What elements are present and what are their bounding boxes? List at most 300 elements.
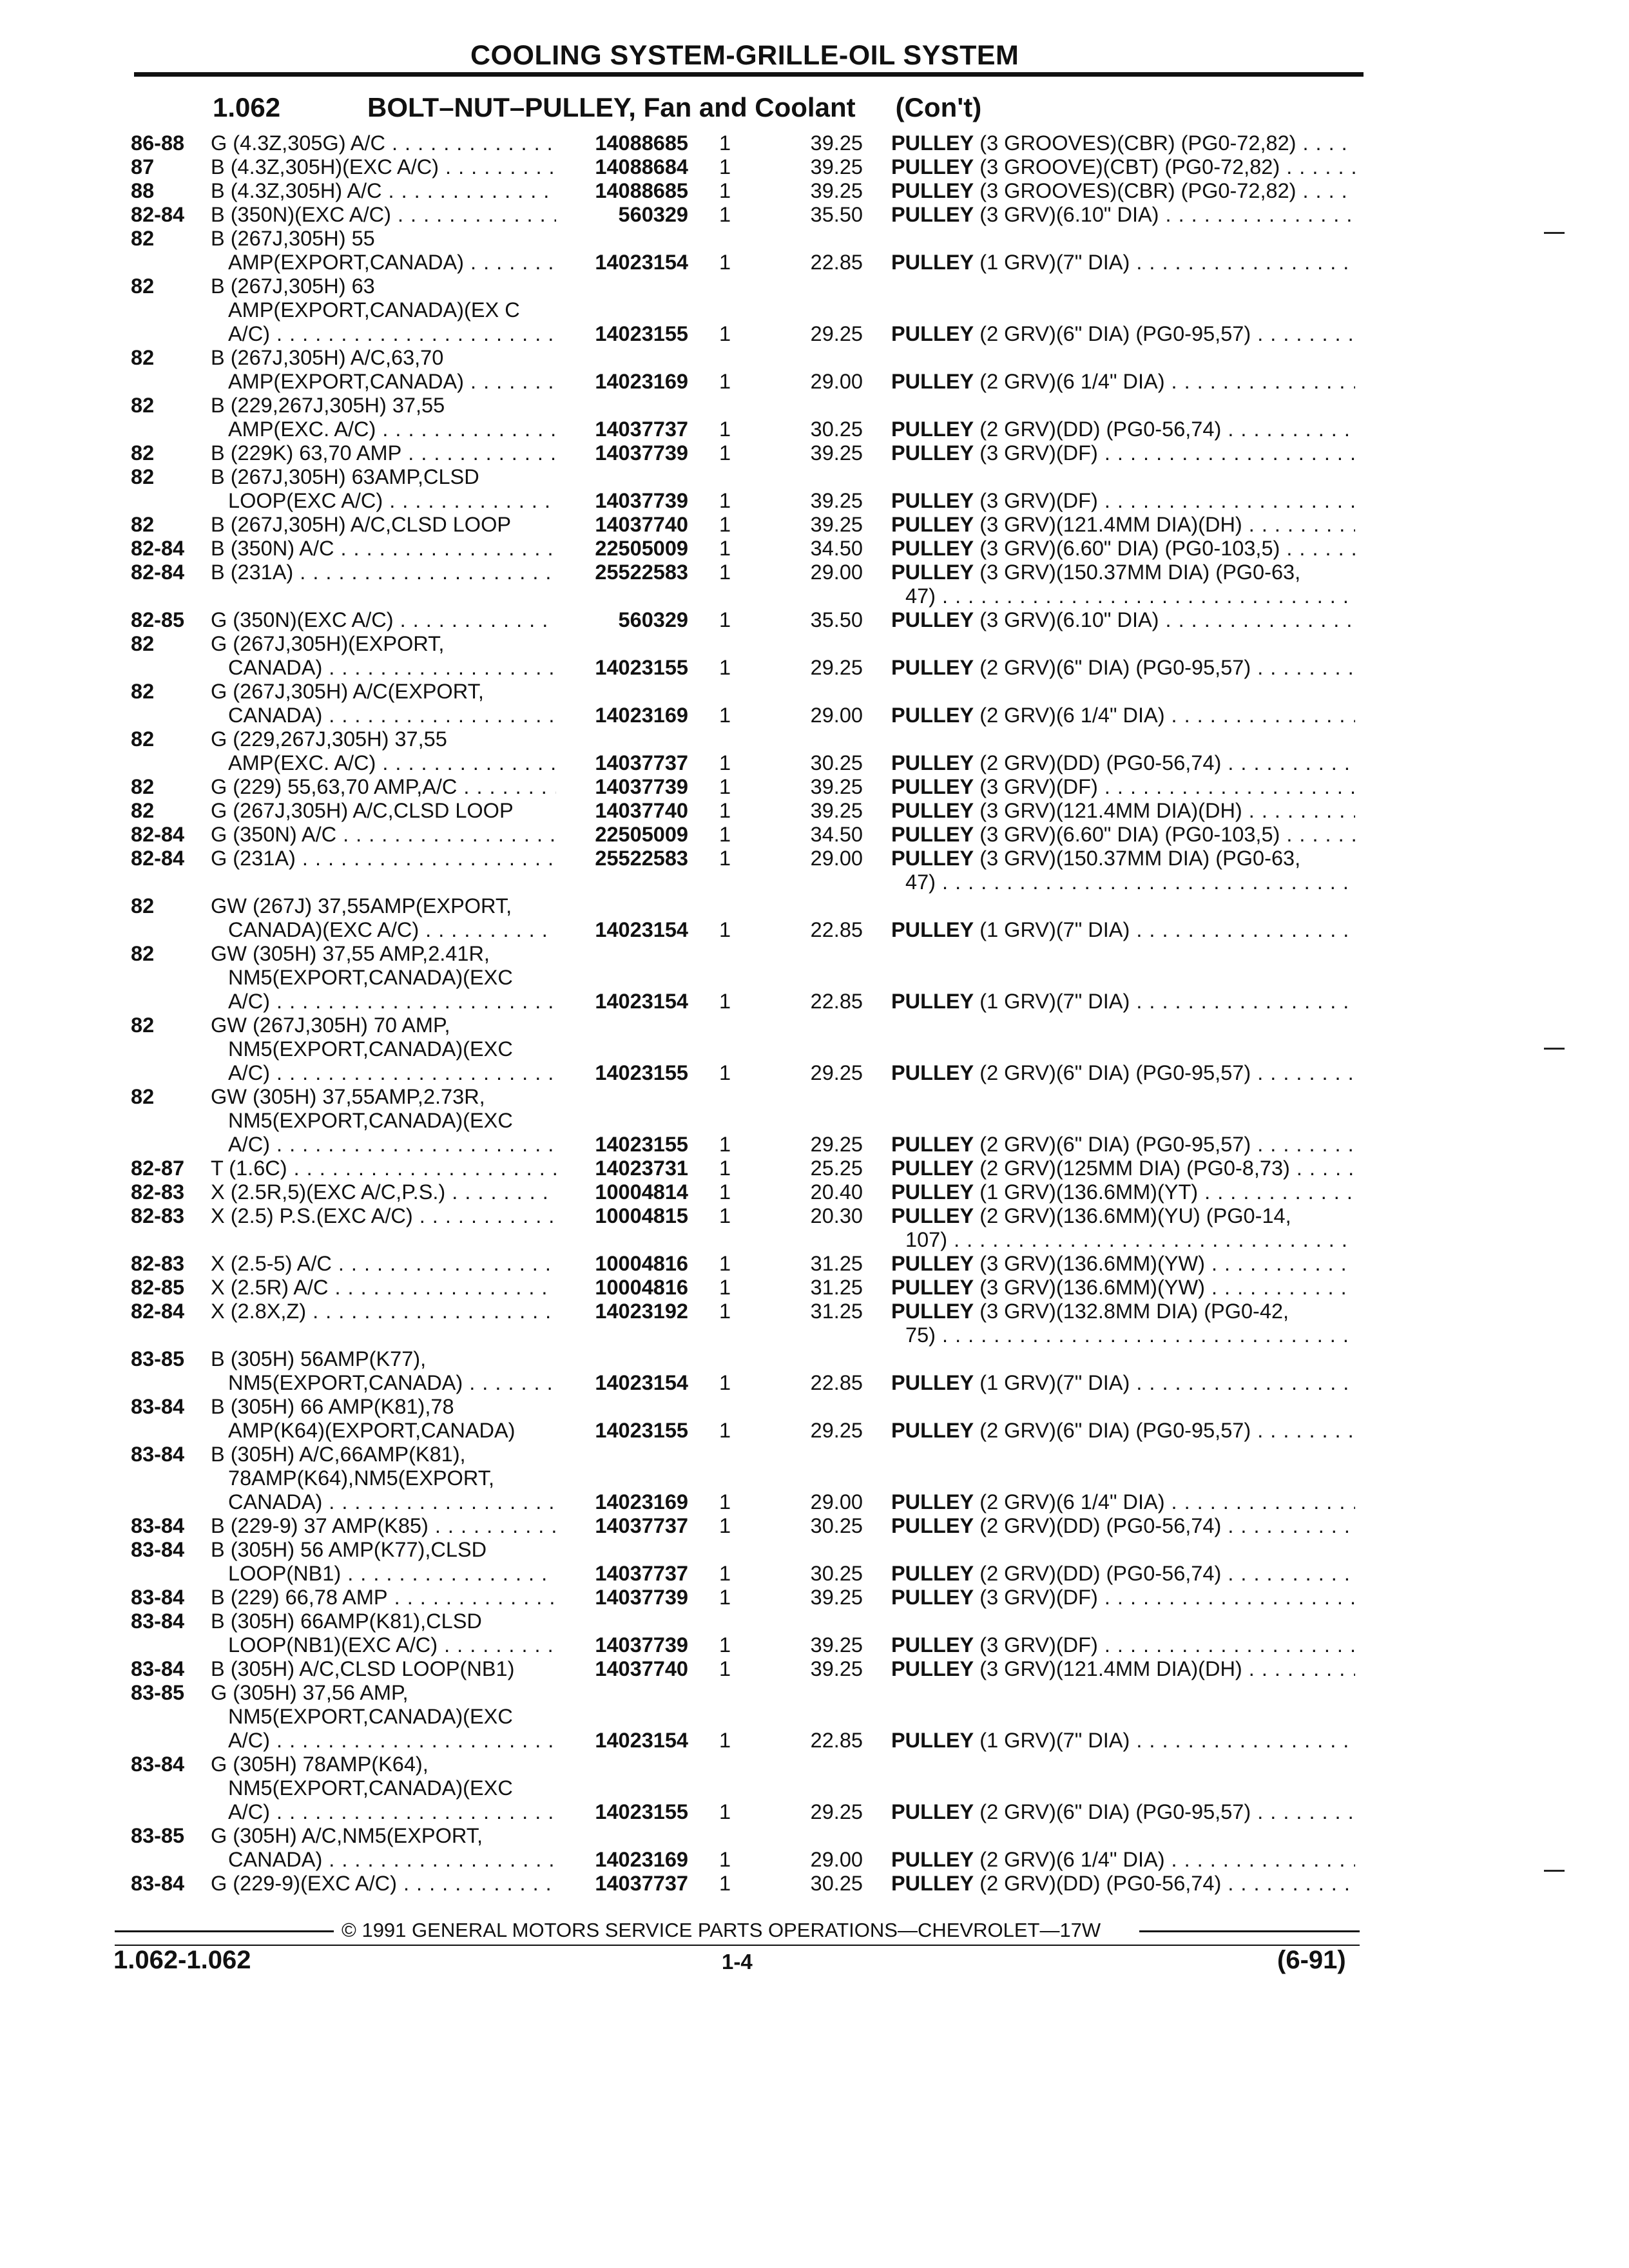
application-description: B (267J,305H) 63 bbox=[211, 274, 375, 298]
table-row bbox=[0, 1490, 1629, 1514]
model-year: 82-87 bbox=[131, 1157, 185, 1180]
part-number: 14023169 bbox=[595, 370, 688, 393]
model-year: 82 bbox=[131, 274, 155, 298]
model-year: 83-85 bbox=[131, 1681, 185, 1704]
quantity: 1 bbox=[719, 1729, 731, 1752]
part-name: PULLEY (2 GRV)(6" DIA) (PG0-95,57) . . . bbox=[891, 1419, 1355, 1443]
parts-list bbox=[0, 131, 1629, 1896]
price: 20.40 bbox=[810, 1180, 863, 1204]
table-row bbox=[0, 1872, 1629, 1896]
price: 29.25 bbox=[810, 1133, 863, 1156]
model-year: 82-84 bbox=[131, 537, 185, 560]
part-number: 14037739 bbox=[595, 489, 688, 512]
margin-tick bbox=[1544, 1048, 1565, 1050]
section-continued: (Con't) bbox=[895, 92, 982, 122]
table-row bbox=[0, 370, 1629, 394]
part-number: 14037739 bbox=[595, 775, 688, 798]
application-description-cont: CANADA)(EXC A/C) . . . bbox=[228, 918, 556, 942]
part-number: 14037740 bbox=[595, 513, 688, 536]
table-row bbox=[0, 775, 1629, 799]
part-name: PULLEY (2 GRV)(6 1/4" DIA) . . . bbox=[891, 704, 1355, 727]
application-description-cont: AMP(EXPORT,CANADA) . . . bbox=[228, 370, 556, 394]
quantity: 1 bbox=[719, 513, 731, 536]
quantity: 1 bbox=[719, 847, 731, 870]
part-number: 14088684 bbox=[595, 155, 688, 178]
quantity: 1 bbox=[719, 1848, 731, 1871]
table-row bbox=[0, 1204, 1629, 1228]
quantity: 1 bbox=[719, 1252, 731, 1275]
model-year: 82-84 bbox=[131, 203, 185, 226]
table-row bbox=[0, 1586, 1629, 1610]
section-number: 1.062 bbox=[213, 92, 281, 122]
part-name: PULLEY (1 GRV)(7" DIA) . . . bbox=[891, 918, 1355, 942]
part-name: PULLEY (2 GRV)(6" DIA) (PG0-95,57) . . . bbox=[891, 322, 1355, 346]
model-year: 82 bbox=[131, 775, 155, 798]
application-description: G (267J,305H)(EXPORT, bbox=[211, 632, 445, 655]
table-row bbox=[0, 1610, 1629, 1633]
part-number: 560329 bbox=[618, 608, 688, 631]
application-description: B (267J,305H) A/C,63,70 bbox=[211, 346, 444, 369]
quantity: 1 bbox=[719, 1633, 731, 1657]
price: 30.25 bbox=[810, 1514, 863, 1537]
application-description: T (1.6C) . . . bbox=[211, 1157, 556, 1180]
quantity: 1 bbox=[719, 1300, 731, 1323]
part-number: 14037739 bbox=[595, 1586, 688, 1609]
part-name: PULLEY (2 GRV)(DD) (PG0-56,74) . . . bbox=[891, 1562, 1355, 1586]
application-description: GW (305H) 37,55AMP,2.73R, bbox=[211, 1085, 485, 1108]
model-year: 83-84 bbox=[131, 1514, 185, 1537]
table-row bbox=[0, 942, 1629, 966]
application-description: B (350N) A/C . . . bbox=[211, 537, 556, 561]
table-row bbox=[0, 1776, 1629, 1800]
price: 29.25 bbox=[810, 656, 863, 679]
application-description: X (2.5) P.S.(EXC A/C) . . . bbox=[211, 1204, 556, 1228]
table-row bbox=[0, 1133, 1629, 1157]
footer-rule-right bbox=[1139, 1930, 1360, 1932]
part-number: 14037737 bbox=[595, 418, 688, 441]
table-row bbox=[0, 656, 1629, 680]
part-name: PULLEY (2 GRV)(6" DIA) (PG0-95,57) . . . bbox=[891, 656, 1355, 680]
part-name: PULLEY (1 GRV)(7" DIA) . . . bbox=[891, 1371, 1355, 1395]
table-row bbox=[0, 513, 1629, 537]
price: 39.25 bbox=[810, 799, 863, 822]
part-name: PULLEY (1 GRV)(7" DIA) . . . bbox=[891, 251, 1355, 274]
price: 25.25 bbox=[810, 1157, 863, 1180]
price: 29.25 bbox=[810, 1419, 863, 1442]
table-row bbox=[0, 1800, 1629, 1824]
part-number: 14023169 bbox=[595, 1490, 688, 1514]
application-description: X (2.5R,5)(EXC A/C,P.S.) . . . bbox=[211, 1180, 556, 1204]
application-description: B (305H) A/C,CLSD LOOP(NB1) bbox=[211, 1657, 515, 1680]
application-description: B (267J,305H) A/C,CLSD LOOP bbox=[211, 513, 512, 536]
part-name: PULLEY (3 GRV)(6.10" DIA) . . . bbox=[891, 608, 1355, 632]
application-description: B (305H) 66AMP(K81),CLSD bbox=[211, 1610, 482, 1633]
price: 39.25 bbox=[810, 513, 863, 536]
part-number: 14023155 bbox=[595, 1061, 688, 1084]
table-row bbox=[0, 1657, 1629, 1681]
part-name: PULLEY (2 GRV)(6" DIA) (PG0-95,57) . . . bbox=[891, 1800, 1355, 1824]
model-year: 82 bbox=[131, 513, 155, 536]
quantity: 1 bbox=[719, 489, 731, 512]
table-row bbox=[0, 1395, 1629, 1419]
part-number: 25522583 bbox=[595, 847, 688, 870]
table-row bbox=[0, 441, 1629, 465]
price: 39.25 bbox=[810, 1586, 863, 1609]
table-row bbox=[0, 1824, 1629, 1848]
part-number: 560329 bbox=[618, 203, 688, 226]
model-year: 87 bbox=[131, 155, 155, 178]
price: 39.25 bbox=[810, 155, 863, 178]
application-description-cont: LOOP(EXC A/C) . . . bbox=[228, 489, 556, 513]
part-name-cont: 47) . . . bbox=[905, 870, 1355, 894]
quantity: 1 bbox=[719, 775, 731, 798]
model-year: 83-85 bbox=[131, 1347, 185, 1370]
price: 22.85 bbox=[810, 918, 863, 941]
part-name: PULLEY (1 GRV)(7" DIA) . . . bbox=[891, 990, 1355, 1014]
page-header-title: COOLING SYSTEM-GRILLE-OIL SYSTEM bbox=[470, 40, 1019, 71]
section-heading bbox=[213, 92, 981, 123]
part-number: 22505009 bbox=[595, 537, 688, 560]
application-description: B (305H) 56AMP(K77), bbox=[211, 1347, 427, 1370]
table-row bbox=[0, 1848, 1629, 1872]
table-row bbox=[0, 751, 1629, 775]
application-description: B (229-9) 37 AMP(K85) . . . bbox=[211, 1514, 556, 1538]
price: 39.25 bbox=[810, 489, 863, 512]
model-year: 82-85 bbox=[131, 1276, 185, 1299]
price: 31.25 bbox=[810, 1300, 863, 1323]
quantity: 1 bbox=[719, 704, 731, 727]
quantity: 1 bbox=[719, 1490, 731, 1514]
quantity: 1 bbox=[719, 370, 731, 393]
application-description: G (229,267J,305H) 37,55 bbox=[211, 727, 447, 751]
table-row bbox=[0, 1681, 1629, 1705]
price: 39.25 bbox=[810, 179, 863, 202]
table-row bbox=[0, 251, 1629, 274]
part-name: PULLEY (3 GRV)(121.4MM DIA)(DH) . . . bbox=[891, 799, 1355, 823]
part-number: 25522583 bbox=[595, 561, 688, 584]
table-row bbox=[0, 704, 1629, 727]
quantity: 1 bbox=[719, 131, 731, 155]
quantity: 1 bbox=[719, 1872, 731, 1895]
footer-date-code: (6-91) bbox=[1277, 1946, 1346, 1974]
model-year: 82 bbox=[131, 799, 155, 822]
table-row bbox=[0, 1705, 1629, 1729]
table-row bbox=[0, 1538, 1629, 1562]
table-row bbox=[0, 1514, 1629, 1538]
application-description-cont: A/C) . . . bbox=[228, 1729, 556, 1753]
table-row bbox=[0, 918, 1629, 942]
application-description: B (305H) 66 AMP(K81),78 bbox=[211, 1395, 454, 1418]
part-name: PULLEY (3 GRV)(121.4MM DIA)(DH) . . . bbox=[891, 1657, 1355, 1681]
model-year: 82 bbox=[131, 1014, 155, 1037]
quantity: 1 bbox=[719, 608, 731, 631]
quantity: 1 bbox=[719, 1157, 731, 1180]
price: 29.00 bbox=[810, 1490, 863, 1514]
application-description-cont: CANADA) . . . bbox=[228, 1490, 556, 1514]
table-row bbox=[0, 537, 1629, 561]
quantity: 1 bbox=[719, 799, 731, 822]
quantity: 1 bbox=[719, 1657, 731, 1680]
application-description-cont: CANADA) . . . bbox=[228, 656, 556, 680]
part-name: PULLEY (3 GRV)(DF) . . . bbox=[891, 1633, 1355, 1657]
part-name: PULLEY (3 GRV)(DF) . . . bbox=[891, 441, 1355, 465]
model-year: 83-84 bbox=[131, 1753, 185, 1776]
quantity: 1 bbox=[719, 1276, 731, 1299]
quantity: 1 bbox=[719, 990, 731, 1013]
application-description: B (229) 66,78 AMP . . . bbox=[211, 1586, 556, 1610]
part-number: 14037737 bbox=[595, 1514, 688, 1537]
model-year: 82-84 bbox=[131, 823, 185, 846]
part-number: 14037737 bbox=[595, 751, 688, 774]
part-name: PULLEY (3 GRV)(136.6MM)(YW) . . . bbox=[891, 1276, 1355, 1300]
part-name-cont: 107) . . . bbox=[905, 1228, 1355, 1252]
price: 39.25 bbox=[810, 441, 863, 465]
table-row bbox=[0, 847, 1629, 870]
table-row bbox=[0, 823, 1629, 847]
table-row bbox=[0, 489, 1629, 513]
application-description-cont: NM5(EXPORT,CANADA)(EXC bbox=[228, 1109, 513, 1132]
part-name: PULLEY (1 GRV)(136.6MM)(YT) . . . bbox=[891, 1180, 1355, 1204]
table-row bbox=[0, 680, 1629, 704]
table-row bbox=[0, 322, 1629, 346]
application-description-cont: AMP(K64)(EXPORT,CANADA) bbox=[228, 1419, 516, 1442]
part-name: PULLEY (3 GRV)(132.8MM DIA) (PG0-42, bbox=[891, 1300, 1289, 1323]
quantity: 1 bbox=[719, 1133, 731, 1156]
table-row bbox=[0, 1323, 1629, 1347]
table-row bbox=[0, 394, 1629, 418]
application-description: B (229K) 63,70 AMP . . . bbox=[211, 441, 556, 465]
application-description-cont: CANADA) . . . bbox=[228, 704, 556, 727]
footer-rule-left bbox=[115, 1930, 334, 1932]
application-description: G (350N)(EXC A/C) . . . bbox=[211, 608, 556, 632]
application-description-cont: NM5(EXPORT,CANADA)(EXC bbox=[228, 1705, 513, 1728]
part-name: PULLEY (3 GRV)(6.10" DIA) . . . bbox=[891, 203, 1355, 227]
part-number: 14023154 bbox=[595, 918, 688, 941]
part-name-cont: 47) . . . bbox=[905, 584, 1355, 608]
footer-rule-bottom bbox=[115, 1945, 1360, 1946]
application-description: G (229-9)(EXC A/C) . . . bbox=[211, 1872, 556, 1896]
price: 22.85 bbox=[810, 1371, 863, 1394]
table-row bbox=[0, 1276, 1629, 1300]
application-description-cont: NM5(EXPORT,CANADA) . . . bbox=[228, 1371, 556, 1395]
application-description: GW (305H) 37,55 AMP,2.41R, bbox=[211, 942, 490, 965]
application-description: G (305H) 37,56 AMP, bbox=[211, 1681, 409, 1704]
price: 22.85 bbox=[810, 990, 863, 1013]
application-description-cont: A/C) . . . bbox=[228, 322, 556, 346]
model-year: 82 bbox=[131, 465, 155, 488]
quantity: 1 bbox=[719, 251, 731, 274]
margin-tick bbox=[1544, 1870, 1565, 1872]
part-name: PULLEY (3 GRV)(DF) . . . bbox=[891, 1586, 1355, 1610]
table-row bbox=[0, 131, 1629, 155]
footer-section-range: 1.062-1.062 bbox=[113, 1946, 251, 1974]
table-row bbox=[0, 1633, 1629, 1657]
margin-tick bbox=[1544, 232, 1565, 234]
table-row bbox=[0, 418, 1629, 441]
price: 39.25 bbox=[810, 131, 863, 155]
application-description-cont: A/C) . . . bbox=[228, 990, 556, 1014]
part-number: 14088685 bbox=[595, 131, 688, 155]
table-row bbox=[0, 584, 1629, 608]
price: 29.00 bbox=[810, 370, 863, 393]
application-description-cont: NM5(EXPORT,CANADA)(EXC bbox=[228, 966, 513, 989]
model-year: 82 bbox=[131, 680, 155, 703]
application-description: X (2.5R) A/C . . . bbox=[211, 1276, 556, 1300]
model-year: 86-88 bbox=[131, 131, 185, 155]
price: 22.85 bbox=[810, 1729, 863, 1752]
price: 29.00 bbox=[810, 1848, 863, 1871]
table-row bbox=[0, 1109, 1629, 1133]
part-name: PULLEY (2 GRV)(DD) (PG0-56,74) . . . bbox=[891, 751, 1355, 775]
application-description: B (267J,305H) 63AMP,CLSD bbox=[211, 465, 479, 488]
application-description: GW (267J) 37,55AMP(EXPORT, bbox=[211, 894, 512, 918]
table-row bbox=[0, 1443, 1629, 1466]
application-description: B (267J,305H) 55 bbox=[211, 227, 375, 250]
part-name: PULLEY (2 GRV)(125MM DIA) (PG0-8,73) . . . bbox=[891, 1157, 1355, 1180]
application-description-cont: CANADA) . . . bbox=[228, 1848, 556, 1872]
part-number: 14023155 bbox=[595, 1800, 688, 1823]
application-description: G (267J,305H) A/C(EXPORT, bbox=[211, 680, 484, 703]
quantity: 1 bbox=[719, 1800, 731, 1823]
model-year: 82-84 bbox=[131, 1300, 185, 1323]
application-description: X (2.8X,Z) . . . bbox=[211, 1300, 556, 1323]
table-row bbox=[0, 1562, 1629, 1586]
application-description-cont: LOOP(NB1) . . . bbox=[228, 1562, 556, 1586]
quantity: 1 bbox=[719, 155, 731, 178]
part-number: 14023154 bbox=[595, 251, 688, 274]
table-row bbox=[0, 632, 1629, 656]
model-year: 82-83 bbox=[131, 1252, 185, 1275]
table-row bbox=[0, 966, 1629, 990]
price: 29.25 bbox=[810, 322, 863, 345]
table-row bbox=[0, 1157, 1629, 1180]
quantity: 1 bbox=[719, 1371, 731, 1394]
part-number: 14037740 bbox=[595, 799, 688, 822]
price: 39.25 bbox=[810, 775, 863, 798]
model-year: 83-84 bbox=[131, 1395, 185, 1418]
table-row bbox=[0, 179, 1629, 203]
part-name: PULLEY (2 GRV)(6 1/4" DIA) . . . bbox=[891, 370, 1355, 394]
model-year: 83-84 bbox=[131, 1538, 185, 1561]
table-row bbox=[0, 1466, 1629, 1490]
price: 34.50 bbox=[810, 537, 863, 560]
application-description-cont: LOOP(NB1)(EXC A/C) . . . bbox=[228, 1633, 556, 1657]
quantity: 1 bbox=[719, 656, 731, 679]
price: 30.25 bbox=[810, 1562, 863, 1585]
table-row bbox=[0, 1037, 1629, 1061]
quantity: 1 bbox=[719, 1419, 731, 1442]
part-name: PULLEY (2 GRV)(6 1/4" DIA) . . . bbox=[891, 1848, 1355, 1872]
application-description-cont: AMP(EXC. A/C) . . . bbox=[228, 751, 556, 775]
part-number: 14037740 bbox=[595, 1657, 688, 1680]
application-description-cont: 78AMP(K64),NM5(EXPORT, bbox=[228, 1466, 494, 1490]
application-description: X (2.5-5) A/C . . . bbox=[211, 1252, 556, 1276]
quantity: 1 bbox=[719, 1180, 731, 1204]
model-year: 82 bbox=[131, 441, 155, 465]
footer-page-number: 1-4 bbox=[722, 1950, 753, 1974]
model-year: 82-84 bbox=[131, 847, 185, 870]
part-name: PULLEY (3 GRV)(150.37MM DIA) (PG0-63, bbox=[891, 561, 1301, 584]
quantity: 1 bbox=[719, 561, 731, 584]
table-row bbox=[0, 1014, 1629, 1037]
table-row bbox=[0, 1371, 1629, 1395]
table-row bbox=[0, 1085, 1629, 1109]
part-number: 14023155 bbox=[595, 1133, 688, 1156]
part-number: 10004815 bbox=[595, 1204, 688, 1227]
application-description: G (231A) . . . bbox=[211, 847, 556, 870]
quantity: 1 bbox=[719, 537, 731, 560]
part-name: PULLEY (2 GRV)(DD) (PG0-56,74) . . . bbox=[891, 1872, 1355, 1896]
model-year: 82 bbox=[131, 227, 155, 250]
price: 31.25 bbox=[810, 1276, 863, 1299]
application-description: B (350N)(EXC A/C) . . . bbox=[211, 203, 556, 227]
table-row bbox=[0, 561, 1629, 584]
part-number: 14037739 bbox=[595, 1633, 688, 1657]
model-year: 82-83 bbox=[131, 1180, 185, 1204]
price: 31.25 bbox=[810, 1252, 863, 1275]
part-name: PULLEY (3 GRV)(6.60" DIA) (PG0-103,5) . . . bbox=[891, 537, 1355, 561]
price: 35.50 bbox=[810, 203, 863, 226]
part-number: 22505009 bbox=[595, 823, 688, 846]
model-year: 82 bbox=[131, 346, 155, 369]
quantity: 1 bbox=[719, 1204, 731, 1227]
part-name: PULLEY (2 GRV)(6 1/4" DIA) . . . bbox=[891, 1490, 1355, 1514]
model-year: 82-85 bbox=[131, 608, 185, 631]
price: 20.30 bbox=[810, 1204, 863, 1227]
header-rule bbox=[134, 72, 1364, 77]
application-description-cont: NM5(EXPORT,CANADA)(EXC bbox=[228, 1776, 513, 1800]
model-year: 83-84 bbox=[131, 1610, 185, 1633]
table-row bbox=[0, 203, 1629, 227]
table-row bbox=[0, 155, 1629, 179]
model-year: 82-83 bbox=[131, 1204, 185, 1227]
model-year: 83-84 bbox=[131, 1872, 185, 1895]
table-row bbox=[0, 1729, 1629, 1753]
price: 29.25 bbox=[810, 1800, 863, 1823]
price: 30.25 bbox=[810, 1872, 863, 1895]
application-description: GW (267J,305H) 70 AMP, bbox=[211, 1014, 450, 1037]
part-number: 14037739 bbox=[595, 441, 688, 465]
part-number: 10004816 bbox=[595, 1276, 688, 1299]
quantity: 1 bbox=[719, 179, 731, 202]
model-year: 82 bbox=[131, 727, 155, 751]
table-row bbox=[0, 727, 1629, 751]
table-row bbox=[0, 274, 1629, 298]
table-row bbox=[0, 1228, 1629, 1252]
price: 29.00 bbox=[810, 704, 863, 727]
part-number: 14023169 bbox=[595, 1848, 688, 1871]
part-name: PULLEY (3 GRV)(DF) . . . bbox=[891, 489, 1355, 513]
section-title: BOLT–NUT–PULLEY, Fan and Coolant bbox=[367, 92, 856, 122]
table-row bbox=[0, 298, 1629, 322]
model-year: 82 bbox=[131, 894, 155, 918]
part-name: PULLEY (3 GROOVE)(CBT) (PG0-72,82) . . . bbox=[891, 155, 1355, 179]
table-row bbox=[0, 990, 1629, 1014]
model-year: 82 bbox=[131, 942, 155, 965]
model-year: 82 bbox=[131, 394, 155, 417]
quantity: 1 bbox=[719, 1586, 731, 1609]
quantity: 1 bbox=[719, 1562, 731, 1585]
application-description-cont: AMP(EXPORT,CANADA)(EX C bbox=[228, 298, 520, 322]
quantity: 1 bbox=[719, 823, 731, 846]
table-row bbox=[0, 1300, 1629, 1323]
application-description: G (4.3Z,305G) A/C . . . bbox=[211, 131, 556, 155]
table-row bbox=[0, 1180, 1629, 1204]
part-number: 14023192 bbox=[595, 1300, 688, 1323]
part-number: 14023731 bbox=[595, 1157, 688, 1180]
part-number: 14037737 bbox=[595, 1872, 688, 1895]
part-name: PULLEY (2 GRV)(6" DIA) (PG0-95,57) . . . bbox=[891, 1061, 1355, 1085]
